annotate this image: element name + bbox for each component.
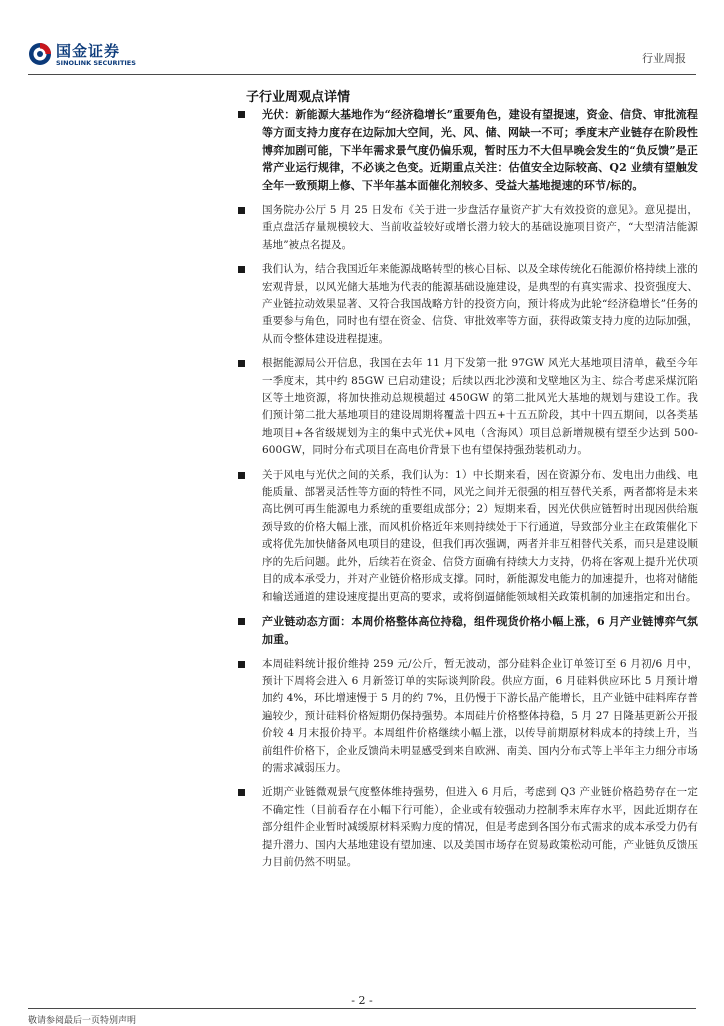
square-bullet-icon — [238, 266, 245, 273]
square-bullet-icon — [238, 661, 245, 668]
bullet-text: 本周硅料统计报价维持 259 元/公斤，暂无波动，部分硅料企业订单签订至 6 月初/6 月中，预计下周将会进入 6 月新签订单的实际谈判阶段。供应方面，6 月硅料供应环比 5 月预计增加约 4%，环比增速慢于 5 月的约 7%，且仍慢于下游长晶产能增长，且产业链中硅料库存普遍较少，预计硅料价格短期仍保持强势。本周硅片价格整体持稳，5 月 27 日隆基更新公开报价较 4 月末报价持平。本周组件价格继续小幅上涨，以传导前期原材料成本的持续上升，当前组件价格下，企业反馈尚未明显感受到来自欧洲、南美、国内分布式等上半年主力细分市场的需求减弱压力。 — [262, 657, 698, 774]
square-bullet-icon — [238, 472, 245, 479]
header-divider — [28, 74, 696, 75]
square-bullet-icon — [238, 618, 245, 625]
bullet-text: 关于风电与光伏之间的关系，我们认为：1）中长期来看，因在资源分布、发电出力曲线、电能质量、部署灵活性等方面的特性不同，风光之间并无很强的相互替代关系，两者都将是未来高比例可再生能源电力系统的重要组成部分；2）短期来看，因光伏供应链暂时出现因供给瓶颈导致的价格大幅上涨，而风机价格近年来则持续处于下行通道，导致部分业主在政策催化下或将优先加快储备风电项目的建设，但我们再次强调，两者并非互相替代关系，而只是建设顺序的先后问题。此外，后续若在资金、信贷方面确有持续大力支持，仍将在客观上提升光伏项目的成本承受力，并对产业链价格形成支撑。同时，新能源发电能力的加速提升，也将对储能和输送通道的建设速度提出更高的要求，或将倒逼储能领域相关政策机制的加速指定和出台。 — [262, 468, 698, 603]
bullet-text: 近期产业链微观景气度整体维持强势，但进入 6 月后，考虑到 Q3 产业链价格趋势存在一定不确定性（目前看存在小幅下行可能），企业或有较强动力控制季末库存水平，因此近期存在部分组件企业暂时减缓原材料采购力度的情况，但是考虑到各国分布式需求的成本承受力仍有提升潜力、国内大基地建设有望加速、以及美国市场存在贸易政策松动可能，产业链负反馈压力目前仍然不明显。 — [262, 786, 698, 868]
square-bullet-icon — [238, 360, 245, 367]
company-logo — [28, 40, 158, 70]
sinolink-logo-icon — [28, 42, 52, 66]
report-type-label: 行业周报 — [642, 52, 686, 65]
bullet-item — [236, 202, 698, 254]
bullet-text: 我们认为，结合我国近年来能源战略转型的核心目标、以及全球传统化石能源价格持续上涨的宏观背景，以风光储大基地为代表的能源基础设施建设，是典型的有真实需求、投资强度大、产业链拉动效果显著、又符合我国战略方针的投资方向，预计将成为此轮“经济稳增长”任务的重要参与角色，同时也有望在资金、信贷、审批效率等方面，获得政策支持力度的边际加强，从而令整体建设进程提速。 — [262, 263, 698, 345]
page-number: - 2 - — [351, 994, 373, 1007]
logo-english-name: SINOLINK SECURITIES — [56, 59, 136, 67]
bullet-item — [236, 467, 698, 606]
bullet-item — [236, 261, 698, 348]
square-bullet-icon — [238, 111, 245, 118]
footer-divider — [28, 1008, 696, 1009]
page-header — [0, 0, 724, 80]
square-bullet-icon — [238, 789, 245, 796]
logo-chinese-name: 国金证券 — [56, 42, 121, 60]
bullet-item — [236, 106, 698, 195]
bullet-item — [236, 355, 698, 459]
bullet-text: 根据能源局公开信息，我国在去年 11 月下发第一批 97GW 风光大基地项目清单，截至今年一季度末，其中约 85GW 已启动建设；后续以西北沙漠和戈壁地区为主、综合考虑采煤沉陷区等土地资源，将加快推动总规模超过 450GW 的第二批风光大基地的规划与建设工作。我们预计第二批大基地项目的建设周期将覆盖十四五+十五五阶段，其中十四五期间，以各类基地项目+各省级规划为主的集中式光伏+风电（含海风）项目总新增规模有望至少达到 500-600GW，同时分布式项目在高电价背景下也有望保持强劲装机动力。 — [262, 357, 698, 457]
bullet-list — [236, 106, 698, 878]
bullet-text: 产业链动态方面：本周价格整体高位持稳，组件现货价格小幅上涨，6 月产业链博弈气氛加重。 — [262, 614, 698, 646]
bullet-text: 光伏：新能源大基地作为“经济稳增长”重要角色，建设有望提速，资金、信贷、审批流程等方面支持力度存在边际加大空间，光、风、储、网缺一不可；季度末产业链存在阶段性博弈加剧可能，下半年需求景气度仍偏乐观，暂时压力不大但早晚会发生的“负反馈”是正常产业运行规律，不必谈之色变。近期重点关注：估值安全边际较高、Q2 业绩有望触发全年一致预期上修、下半年基本面催化剂较多、受益大基地提速的环节/标的。 — [262, 108, 698, 193]
bullet-item — [236, 784, 698, 871]
square-bullet-icon — [238, 207, 245, 214]
bullet-item — [236, 656, 698, 778]
section-title: 子行业周观点详情 — [246, 90, 351, 105]
bullet-item — [236, 613, 698, 649]
bullet-text: 国务院办公厅 5 月 25 日发布《关于进一步盘活存量资产扩大有效投资的意见》。意见提出，重点盘活存量规模较大、当前收益较好或增长潜力较大的基础设施项目资产，“大型清洁能源基地”被点名提及。 — [262, 203, 698, 251]
footer-disclaimer: 敬请参阅最后一页特别声明 — [28, 1016, 137, 1026]
